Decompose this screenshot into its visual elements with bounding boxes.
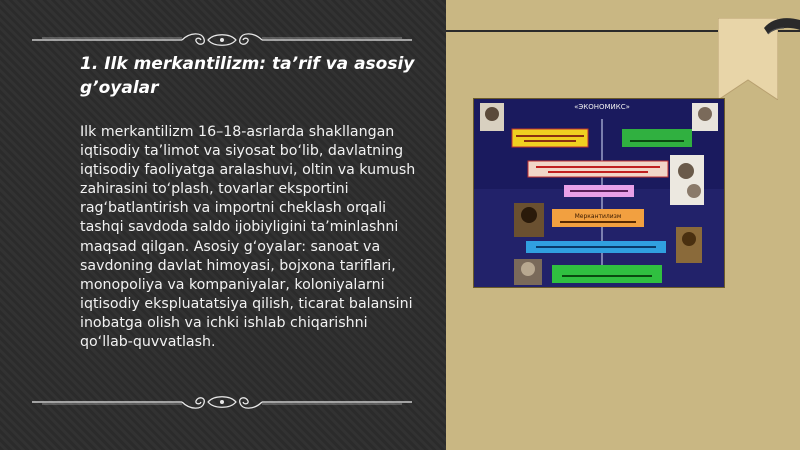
top-flourish-divider-icon [32, 30, 412, 50]
slide-title: 1. Ilk merkantilizm: ta’rif va asosiy g’oyalar [80, 54, 415, 98]
portrait-photo [670, 155, 704, 205]
bottom-flourish-divider-icon [32, 390, 412, 410]
figure-header: «ЭКОНОМИКС» [574, 103, 630, 111]
page-curl-icon [764, 16, 800, 36]
slide-body-text: Ilk merkantilizm 16–18-asrlarda shakllangan iqtisodiy ta’limot va siyosat bo‘lib, davlatning iqtisodiy faoliyatga aralashuvi, oltin va kumush zahirasini to‘plash, tovarlar eksportini rag‘batlantirish va importni cheklash orqali tashqi savdoda saldo ijobiyligini ta’minlashni maqsad qilgan. Asosiy g‘oyalar: sanoat va savdoning davlat himoyasi, bojxona tariflari, monopoliya va kompaniyalar, koloniyalarni iqtisodiy ekspluatatsiya qilish, ticarat balansini inobatga olish va ichki ishlab chiqarishni qo‘llab-quvvatlash. [80, 124, 416, 351]
figure-box-label: Меркантилизм [574, 213, 622, 220]
economics-diagram-image [473, 98, 725, 288]
